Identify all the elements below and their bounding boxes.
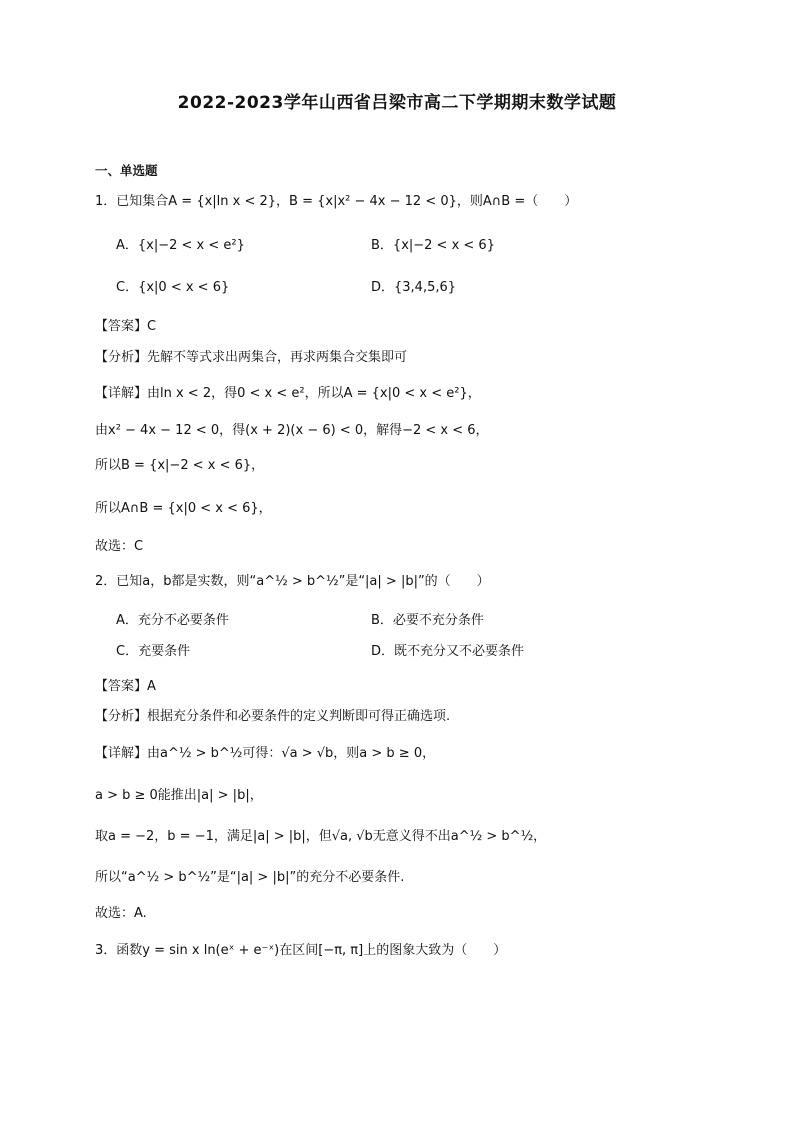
q1-detail-line-1: 【详解】由ln x < 2，得0 < x < e²，所以A = {x|0 < x < e²}， [95,386,481,401]
q1-conclusion: 故选：C [95,539,144,554]
q2-detail-line-4: 所以“a^½ > b^½”是“|a| > |b|”的充分不必要条件. [95,870,405,885]
q1-option-b: B．{x|−2 < x < 6} [371,238,495,253]
q1-analysis: 【分析】先解不等式求出两集合，再求两集合交集即可 [95,350,408,365]
q2-conclusion: 故选：A. [95,906,147,921]
q2-option-d: D．既不充分又不必要条件 [371,644,525,659]
q2-answer: 【答案】A [95,679,156,694]
q1-option-c: C．{x|0 < x < 6} [116,280,230,295]
q2-detail-line-1: 【详解】由a^½ > b^½可得：√a > √b，则a > b ≥ 0， [95,746,436,761]
q2-option-c: C．充要条件 [116,644,191,659]
q2-detail-line-2: a > b ≥ 0能推出|a| > |b|， [95,788,263,803]
q2-option-a: A．充分不必要条件 [116,613,229,628]
question-2-stem: 2．已知a，b都是实数，则“a^½ > b^½”是“|a| > |b|”的（ ） [95,574,490,589]
q1-detail-line-2: 由x² − 4x − 12 < 0，得(x + 2)(x − 6) < 0，解得−2 < x < 6， [95,423,489,438]
q1-option-d: D．{3,4,5,6} [371,280,457,295]
question-3-stem: 3．函数y = sin x ln(eˣ + e⁻ˣ)在区间[−π, π]上的图象大致为（ ） [95,943,507,958]
q1-detail-line-3: 所以B = {x|−2 < x < 6}， [95,458,265,473]
section-heading: 一、单选题 [95,163,158,178]
q1-option-a: A．{x|−2 < x < e²} [116,238,245,253]
page-title: 2022-2023学年山西省吕梁市高二下学期期末数学试题 [177,93,617,113]
question-1-stem: 1．已知集合A = {x|ln x < 2}，B = {x|x² − 4x − 12 < 0}，则A∩B =（ ） [95,194,578,209]
q1-detail-line-4: 所以A∩B = {x|0 < x < 6}， [95,501,272,516]
q2-option-b: B．必要不充分条件 [371,613,484,628]
q2-analysis: 【分析】根据充分条件和必要条件的定义判断即可得正确选项. [95,709,451,724]
q2-detail-line-3: 取a = −2，b = −1，满足|a| > |b|，但√a, √b无意义得不出a^½ > b^½， [95,829,547,844]
q1-answer: 【答案】C [95,319,157,334]
